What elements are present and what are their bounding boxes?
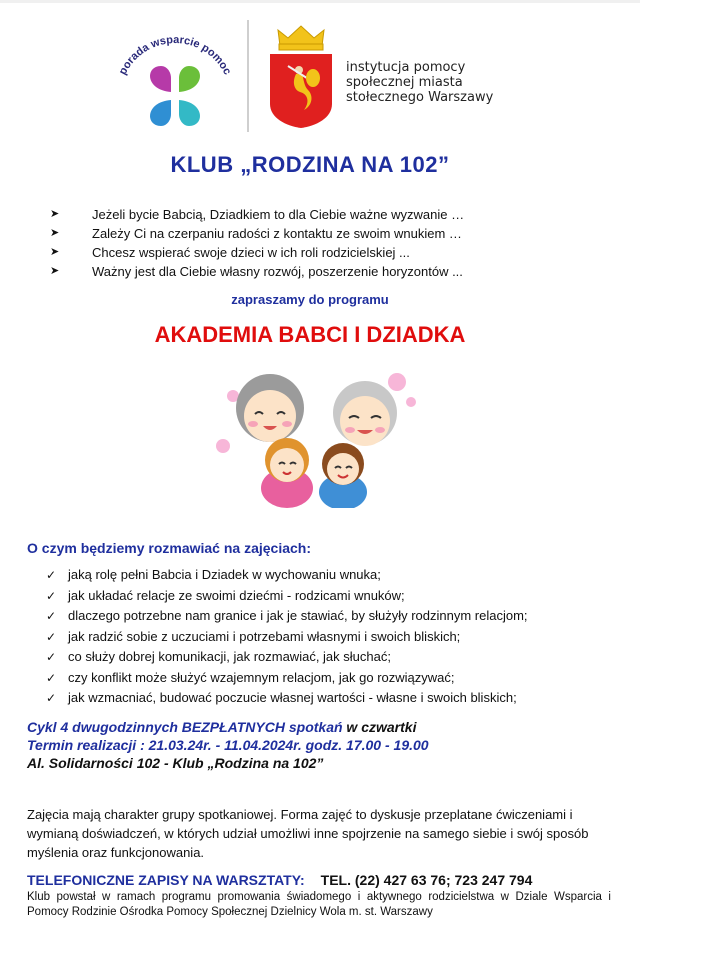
check-icon: ✓	[46, 670, 57, 685]
intro-bullet: ➤ Ważny jest dla Ciebie własny rozwój, poszerzenie horyzontów ...	[50, 264, 463, 279]
check-icon: ✓	[46, 568, 57, 582]
topics-heading: O czym będziemy rozmawiać na zajęciach:	[27, 540, 312, 556]
check-icon: ✓	[46, 691, 57, 705]
intro-bullet: ➤ Chcesz wspierać swoje dzieci w ich roli rodzicielskiej ...	[50, 245, 410, 260]
institution-line: stołecznego Warszawy	[346, 90, 494, 105]
topic-item: ✓ jak wzmacniać, budować poczucie własnej wartości - własne i swoich bliskich;	[46, 688, 528, 709]
club-title: KLUB „RODZINA NA 102”	[170, 152, 450, 177]
intro-bullet: ➤ Zależy Ci na czerpaniu radości z kontaktu ze swoim wnukiem …	[50, 226, 462, 241]
check-icon: ✓	[46, 629, 57, 644]
header-divider	[247, 20, 249, 132]
phone-numbers: TEL. (22) 427 63 76; 723 247 794	[320, 872, 533, 888]
check-icon: ✓	[46, 609, 57, 623]
logo-arc-text: porada wsparcie pomoc	[116, 33, 234, 77]
description-paragraph: Zajęcia mają charakter grupy spotkaniowej. Forma zajęć to dyskusje przeplatane ćwiczeniami i wymianą doświadczeń, w których udział umożliwi inne spojrzenie na samego siebie i swój sposób myślenia oraz funkcjonowania.	[27, 807, 589, 860]
top-border-line	[0, 0, 640, 3]
registration-line	[27, 872, 532, 888]
invite-text: zapraszamy do programu	[231, 292, 389, 307]
intro-bullet: ➤ Jeżeli bycie Babcią, Dziadkiem to dla Ciebie ważne wyzwanie …	[50, 207, 465, 222]
address-line: Al. Solidarności 102 - Klub „Rodzina na 102”	[27, 755, 324, 771]
check-icon: ✓	[46, 650, 57, 664]
grandparents-illustration	[215, 368, 420, 508]
institution-line: społecznej miasta	[346, 75, 463, 90]
arrow-bullet-icon: ➤	[50, 227, 60, 239]
arrow-bullet-icon: ➤	[50, 265, 60, 277]
topic-item: ✓ jak układać relacje ze swoimi dziećmi - rodzicami wnuków;	[46, 586, 528, 607]
topics-list	[46, 565, 528, 709]
dates-line: Termin realizacji : 21.03.24r. - 11.04.2024r. godz. 17.00 - 19.00	[27, 737, 429, 753]
arrow-bullet-icon: ➤	[50, 246, 60, 258]
topic-item: ✓ czy konflikt może służyć wzajemnym relacjom, jak go rozwiązywać;	[46, 668, 528, 689]
topic-item: ✓ co służy dobrej komunikacji, jak rozmawiać, jak słuchać;	[46, 647, 528, 668]
institution-name	[346, 60, 493, 105]
check-icon: ✓	[46, 588, 57, 603]
intro-bullet-list	[50, 205, 464, 281]
topic-item: ✓ jaką rolę pełni Babcia i Dziadek w wychowaniu wnuka;	[46, 565, 528, 586]
institution-line: instytucja pomocy	[346, 60, 466, 75]
registration-label: TELEFONICZNE ZAPISY NA WARSZTATY:	[27, 872, 305, 888]
porada-wsparcie-pomoc-logo	[110, 28, 240, 128]
topic-item: ✓ jak radzić sobie z uczuciami i potrzebami własnymi i swoich bliskich;	[46, 627, 528, 648]
topic-item: ✓ dlaczego potrzebne nam granice i jak je stawiać, by służyły rodzinnym relacjom;	[46, 606, 528, 627]
cycle-line: Cykl 4 dwugodzinnych BEZPŁATNYCH spotkań w czwartki	[27, 719, 417, 735]
schedule-info	[27, 718, 429, 772]
program-title: AKADEMIA BABCI I DZIADKA	[154, 322, 466, 347]
arrow-bullet-icon: ➤	[50, 208, 60, 220]
footer-note: Klub powstał w ramach programu promowania świadomego i aktywnego rodzicielstwa w Dziale Wsparcia i Pomocy Rodzinie Ośrodka Pomocy Społecznej Dzielnicy Wola m. st. Warszawy	[27, 891, 611, 918]
warsaw-coat-of-arms-icon	[266, 22, 336, 130]
